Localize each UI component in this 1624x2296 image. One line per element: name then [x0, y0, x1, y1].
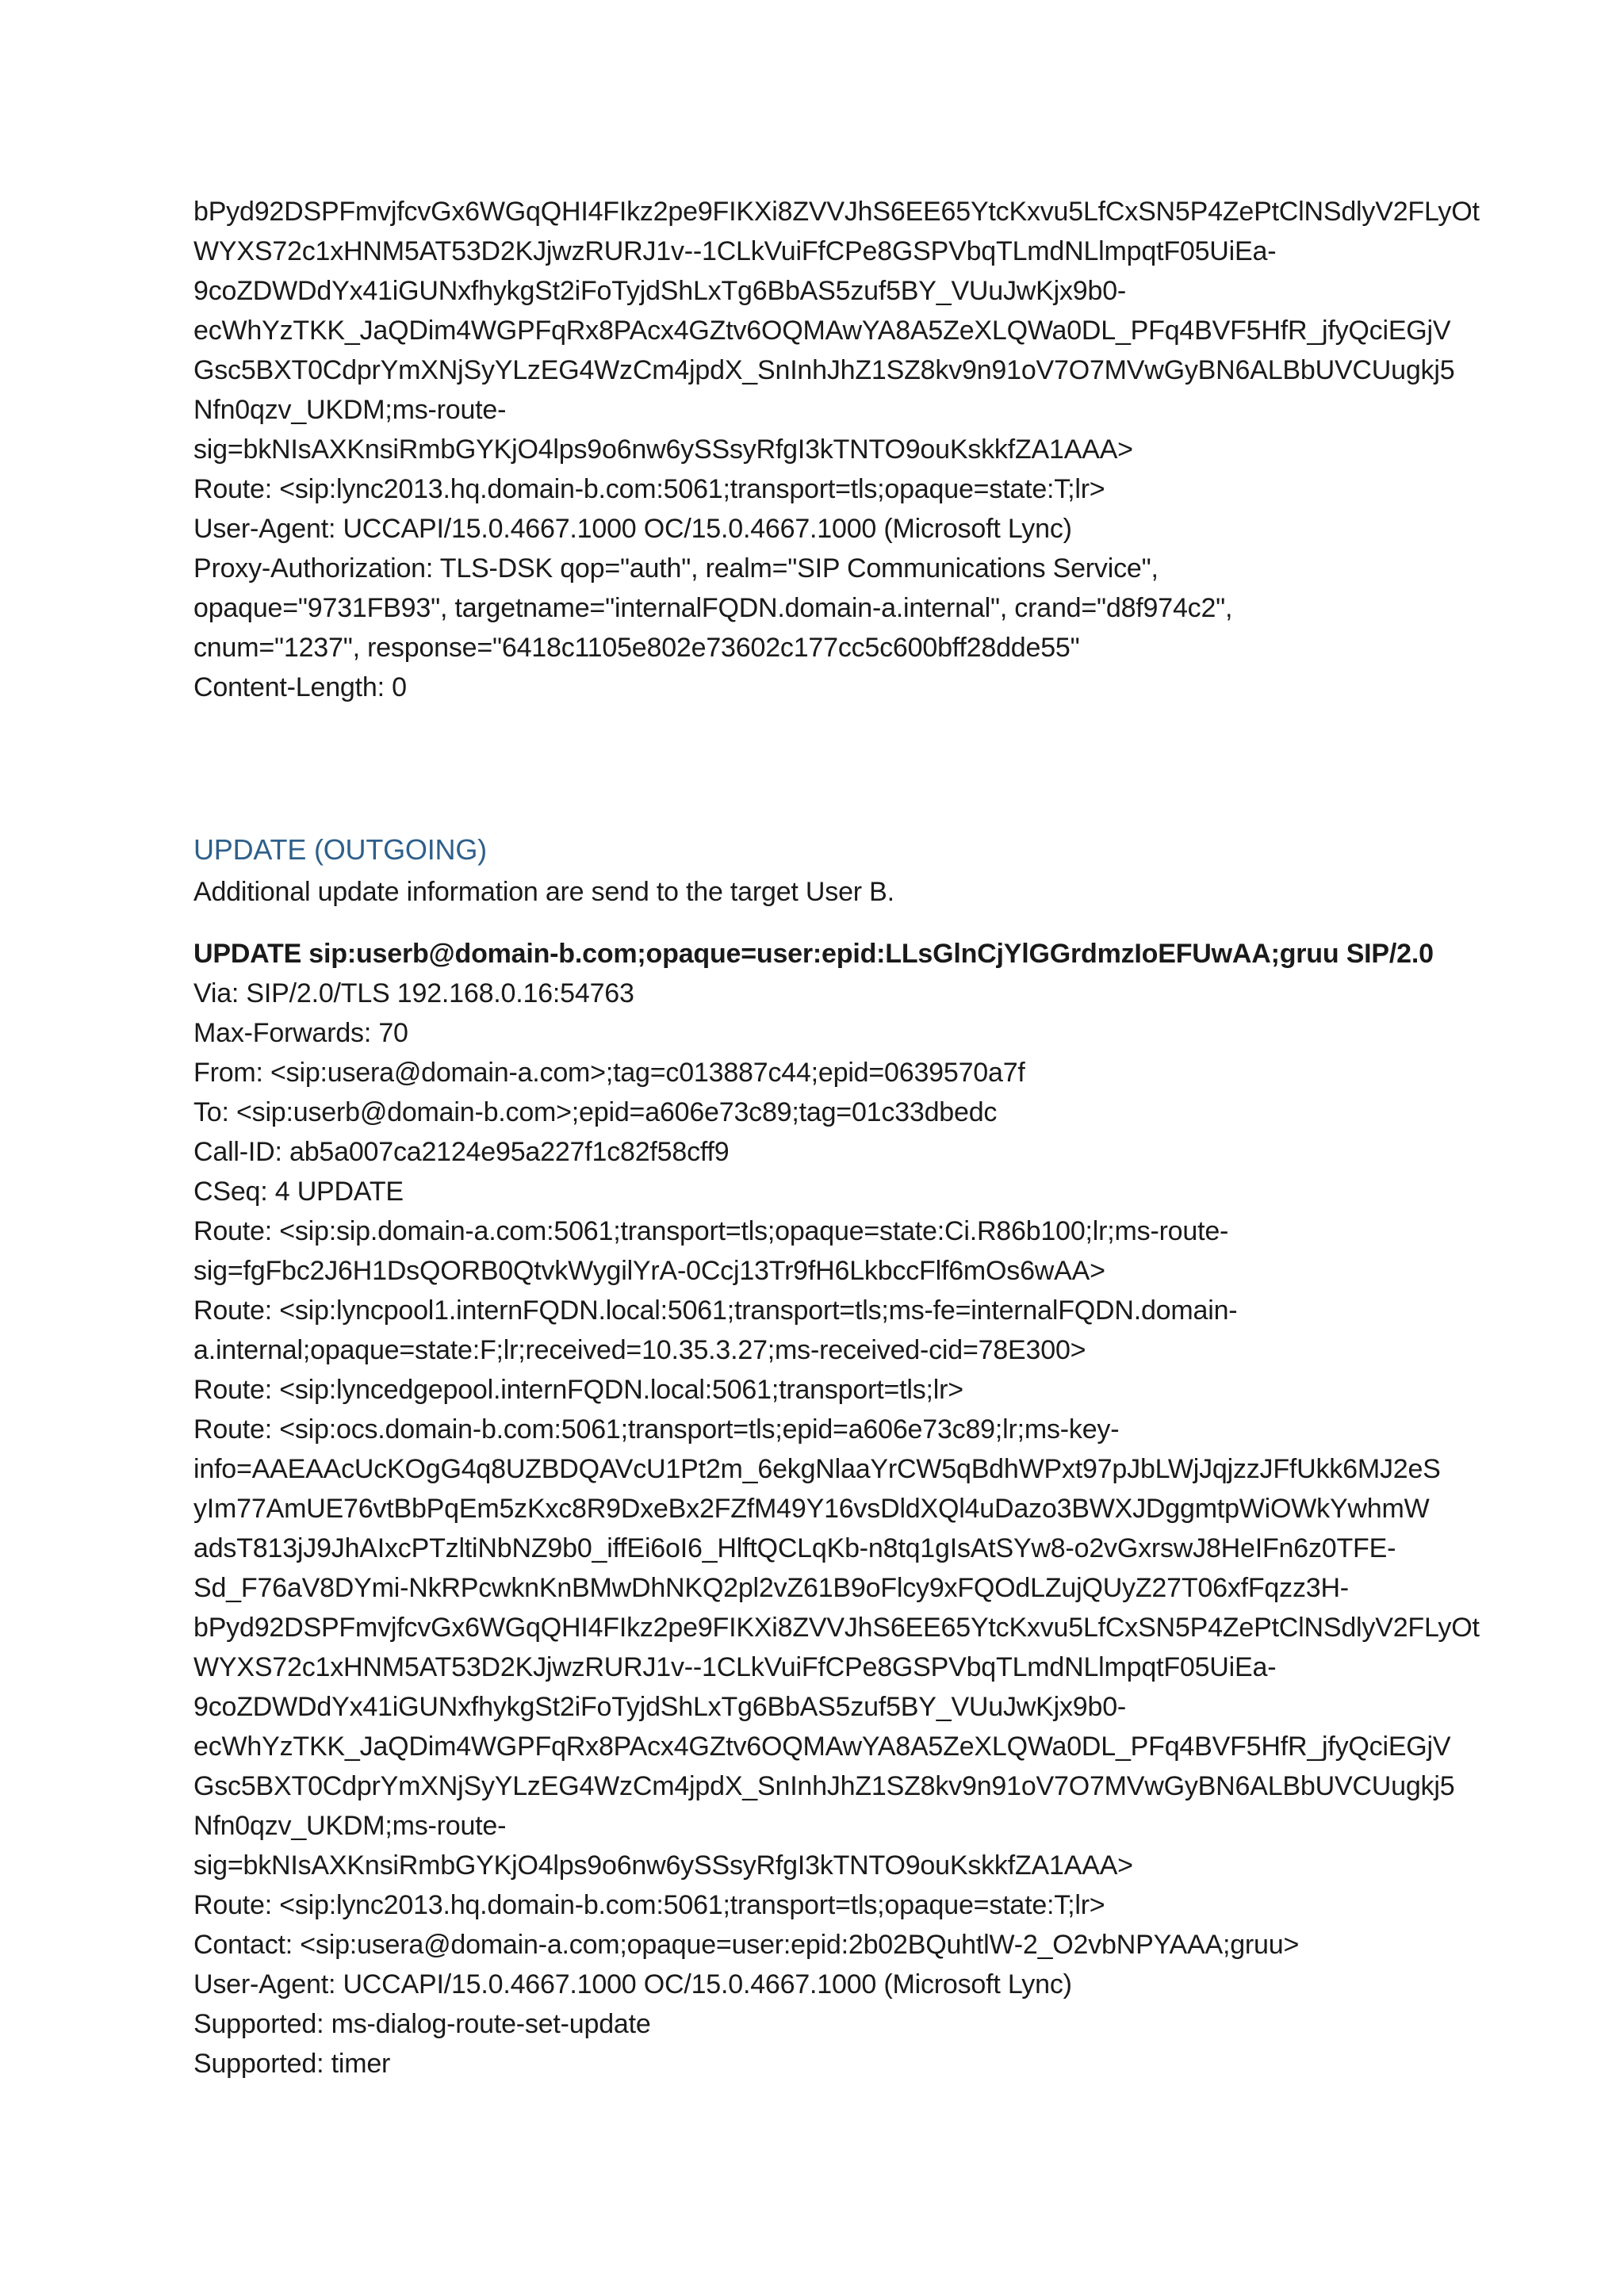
header-line: Route: <sip:lyncedgepool.internFQDN.local:5061;transport=tls;lr>	[193, 1375, 963, 1405]
header-line: Call-ID: ab5a007ca2124e95a227f1c82f58cff9	[193, 1137, 730, 1167]
header-line: adsT813jJ9JhAIxcPTzltiNbNZ9b0_iffEi6oI6_HlftQCLqKb-n8tq1gIsAtSYw8-o2vGxrswJ8HeIFn6z0TFE-	[193, 1533, 1396, 1563]
text-line: Route: <sip:lync2013.hq.domain-b.com:5061;transport=tls;opaque=state:T;lr>	[193, 474, 1105, 504]
header-line: Contact: <sip:usera@domain-a.com;opaque=user:epid:2b02BQuhtlW-2_O2vbNPYAAA;gruu>	[193, 1930, 1300, 1960]
header-line: info=AAEAAcUcKOgG4q8UZBDQAVcU1Pt2m_6ekgNlaaYrCW5qBdhWPxt97pJbLWjJqjzzJFfUkk6MJ2eS	[193, 1454, 1441, 1484]
header-line: Nfn0qzv_UKDM;ms-route-	[193, 1811, 507, 1841]
header-line: Gsc5BXT0CdprYmXNjSyYLzEG4WzCm4jpdX_SnInhJhZ1SZ8kv9n91oV7O7MVwGyBN6ALBbUVCUugkj5	[193, 1771, 1455, 1801]
header-line: Route: <sip:lync2013.hq.domain-b.com:5061;transport=tls;opaque=state:T;lr>	[193, 1890, 1105, 1920]
header-line: User-Agent: UCCAPI/15.0.4667.1000 OC/15.0.4667.1000 (Microsoft Lync)	[193, 1969, 1072, 1999]
header-line: To: <sip:userb@domain-b.com>;epid=a606e73c89;tag=01c33dbedc	[193, 1097, 998, 1127]
header-line: Max-Forwards: 70	[193, 1018, 408, 1048]
header-line: Route: <sip:sip.domain-a.com:5061;transport=tls;opaque=state:Ci.R86b100;lr;ms-route-	[193, 1216, 1229, 1246]
section-description: Additional update information are send to the target User B.	[193, 877, 894, 907]
header-line: a.internal;opaque=state:F;lr;received=10.35.3.27;ms-received-cid=78E300>	[193, 1335, 1086, 1365]
header-line: bPyd92DSPFmvjfcvGx6WGqQHI4FIkz2pe9FIKXi8ZVVJhS6EE65YtcKxvu5LfCxSN5P4ZePtClNSdlyV2FLyOt	[193, 1613, 1480, 1643]
header-line: From: <sip:usera@domain-a.com>;tag=c013887c44;epid=0639570a7f	[193, 1058, 1025, 1088]
header-line: 9coZDWDdYx41iGUNxfhykgSt2iFoTyjdShLxTg6BbAS5zuf5BY_VUuJwKjx9b0-	[193, 1692, 1127, 1722]
text-line: ecWhYzTKK_JaQDim4WGPFqRx8PAcx4GZtv6OQMAwYA8A5ZeXLQWa0DL_PFq4BVF5HfR_jfyQciEGjV	[193, 316, 1451, 346]
header-line: ecWhYzTKK_JaQDim4WGPFqRx8PAcx4GZtv6OQMAwYA8A5ZeXLQWa0DL_PFq4BVF5HfR_jfyQciEGjV	[193, 1732, 1451, 1762]
text-line: WYXS72c1xHNM5AT53D2KJjwzRURJ1v--1CLkVuiFfCPe8GSPVbqTLmdNLlmpqtF05UiEa-	[193, 236, 1277, 266]
text-line: Proxy-Authorization: TLS-DSK qop="auth", realm="SIP Communications Service",	[193, 553, 1159, 584]
header-line: Supported: ms-dialog-route-set-update	[193, 2009, 651, 2039]
request-line: UPDATE sip:userb@domain-b.com;opaque=user:epid:LLsGlnCjYlGGrdmzIoEFUwAA;gruu SIP/2.0	[193, 939, 1434, 969]
header-line: WYXS72c1xHNM5AT53D2KJjwzRURJ1v--1CLkVuiFfCPe8GSPVbqTLmdNLlmpqtF05UiEa-	[193, 1652, 1277, 1682]
text-line: cnum="1237", response="6418c1105e802e73602c177cc5c600bff28dde55"	[193, 633, 1080, 663]
header-line: CSeq: 4 UPDATE	[193, 1177, 404, 1207]
text-line: User-Agent: UCCAPI/15.0.4667.1000 OC/15.0.4667.1000 (Microsoft Lync)	[193, 514, 1072, 544]
header-line: Route: <sip:ocs.domain-b.com:5061;transport=tls;epid=a606e73c89;lr;ms-key-	[193, 1414, 1120, 1445]
previous-message-continuation	[193, 192, 1494, 707]
update-request-message	[193, 934, 1494, 2084]
header-line: sig=fgFbc2J6H1DsQORB0QtvkWygilYrA-0Ccj13Tr9fH6LkbccFlf6mOs6wAA>	[193, 1256, 1105, 1286]
update-section	[193, 828, 1494, 912]
header-line: Via: SIP/2.0/TLS 192.168.0.16:54763	[193, 978, 634, 1008]
text-line: Gsc5BXT0CdprYmXNjSyYLzEG4WzCm4jpdX_SnInhJhZ1SZ8kv9n91oV7O7MVwGyBN6ALBbUVCUugkj5	[193, 355, 1455, 385]
text-line: Content-Length: 0	[193, 672, 407, 702]
text-line: bPyd92DSPFmvjfcvGx6WGqQHI4FIkz2pe9FIKXi8ZVVJhS6EE65YtcKxvu5LfCxSN5P4ZePtClNSdlyV2FLyOt	[193, 197, 1480, 227]
header-line: Sd_F76aV8DYmi-NkRPcwknKnBMwDhNKQ2pl2vZ61B9oFlcy9xFQOdLZujQUyZ27T06xfFqzz3H-	[193, 1573, 1349, 1603]
header-line: yIm77AmUE76vtBbPqEm5zKxc8R9DxeBx2FZfM49Y16vsDldXQl4uDazo3BWXJDggmtpWiOWkYwhmW	[193, 1494, 1430, 1524]
text-line: 9coZDWDdYx41iGUNxfhykgSt2iFoTyjdShLxTg6BbAS5zuf5BY_VUuJwKjx9b0-	[193, 276, 1127, 306]
text-line: Nfn0qzv_UKDM;ms-route-	[193, 395, 507, 425]
text-line: opaque="9731FB93", targetname="internalFQDN.domain-a.internal", crand="d8f974c2",	[193, 593, 1233, 623]
header-line: Supported: timer	[193, 2049, 391, 2079]
header-line: Route: <sip:lyncpool1.internFQDN.local:5061;transport=tls;ms-fe=internalFQDN.domain-	[193, 1295, 1238, 1326]
section-heading: UPDATE (OUTGOING)	[193, 833, 487, 866]
header-line: sig=bkNIsAXKnsiRmbGYKjO4lps9o6nw6ySSsyRfgI3kTNTO9ouKskkfZA1AAA>	[193, 1850, 1133, 1881]
text-line: sig=bkNIsAXKnsiRmbGYKjO4lps9o6nw6ySSsyRfgI3kTNTO9ouKskkfZA1AAA>	[193, 434, 1133, 465]
